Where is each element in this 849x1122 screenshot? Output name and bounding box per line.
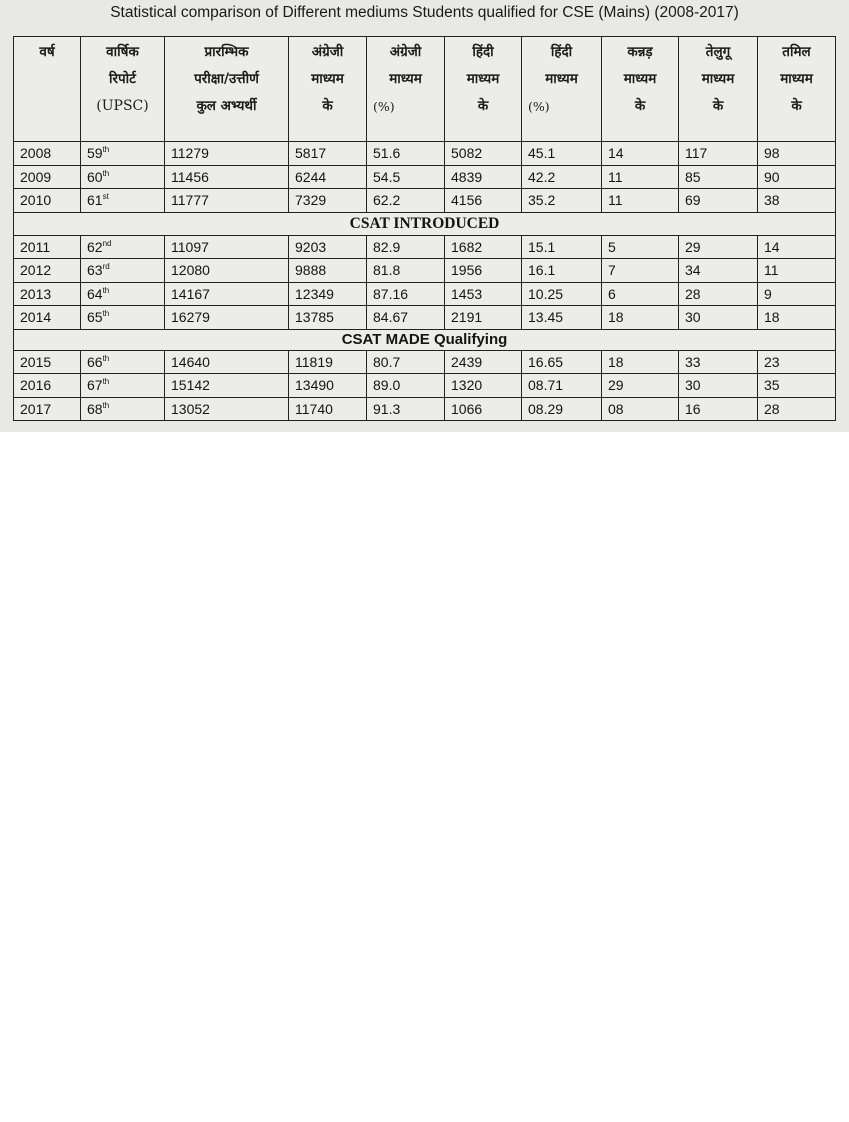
- cell-hin: 4839: [445, 165, 522, 189]
- cell-year: 2011: [14, 235, 81, 259]
- cell-eng-pct: 91.3: [367, 397, 445, 421]
- report-number: 62: [87, 238, 103, 255]
- column-header-line: अंग्रेजी: [311, 44, 344, 60]
- column-header-line: परीक्षा/उत्तीर्ण: [194, 71, 259, 87]
- cell-tamil: 28: [758, 397, 836, 421]
- table-row: [14, 397, 836, 421]
- table-row: [14, 306, 836, 330]
- column-header: [165, 37, 289, 142]
- ordinal-suffix: th: [102, 377, 110, 387]
- column-header-line: (%): [528, 99, 550, 114]
- column-header-line: माध्यम: [311, 71, 344, 87]
- ordinal-suffix: th: [102, 168, 110, 178]
- cell-tamil: 9: [758, 282, 836, 306]
- table-row: [14, 350, 836, 374]
- cell-hin: 4156: [445, 189, 522, 213]
- cell-hin-pct: 10.25: [522, 282, 602, 306]
- cell-kannada: 6: [602, 282, 679, 306]
- cell-report: [81, 282, 165, 306]
- cell-telugu: 16: [679, 397, 758, 421]
- cell-report: [81, 189, 165, 213]
- cell-hin-pct: 45.1: [522, 142, 602, 166]
- cell-year: 2014: [14, 306, 81, 330]
- column-header: [602, 37, 679, 142]
- cell-report: [81, 306, 165, 330]
- cell-eng-pct: 84.67: [367, 306, 445, 330]
- cell-eng: 7329: [289, 189, 367, 213]
- column-header-line: (UPSC): [96, 98, 149, 114]
- column-header-line: के: [712, 98, 724, 114]
- cell-eng-pct: 81.8: [367, 259, 445, 283]
- column-header-line: वार्षिक: [106, 44, 139, 60]
- column-header-line: हिंदी: [550, 44, 573, 60]
- cell-telugu: 28: [679, 282, 758, 306]
- column-header-line: रिपोर्ट: [109, 71, 136, 87]
- cell-prelims: 13052: [165, 397, 289, 421]
- cell-hin-pct: 08.29: [522, 397, 602, 421]
- cell-telugu: 33: [679, 350, 758, 374]
- column-header: [758, 37, 836, 142]
- cell-eng: 13785: [289, 306, 367, 330]
- ordinal-suffix: th: [102, 400, 110, 410]
- column-header-line: तेलुगू: [705, 44, 731, 60]
- cell-telugu: 30: [679, 306, 758, 330]
- cell-hin: 1066: [445, 397, 522, 421]
- ordinal-suffix: th: [102, 309, 110, 319]
- column-header: [522, 37, 602, 142]
- column-header-line: (%): [373, 99, 395, 114]
- cell-kannada: 18: [602, 306, 679, 330]
- cell-report: [81, 142, 165, 166]
- cell-hin-pct: 35.2: [522, 189, 602, 213]
- cell-hin-pct: 42.2: [522, 165, 602, 189]
- cell-telugu: 117: [679, 142, 758, 166]
- report-number: 66: [87, 353, 103, 370]
- cell-eng: 11740: [289, 397, 367, 421]
- cell-telugu: 69: [679, 189, 758, 213]
- report-number: 65: [87, 309, 103, 326]
- data-table: [13, 36, 836, 421]
- header-row: [14, 37, 836, 142]
- section-label: CSAT MADE Qualifying: [14, 329, 836, 350]
- cell-telugu: 85: [679, 165, 758, 189]
- cell-prelims: 14167: [165, 282, 289, 306]
- column-header-line: अंग्रेजी: [389, 44, 422, 60]
- cell-kannada: 14: [602, 142, 679, 166]
- cell-tamil: 14: [758, 235, 836, 259]
- cell-prelims: 12080: [165, 259, 289, 283]
- cell-telugu: 29: [679, 235, 758, 259]
- column-header-line: के: [322, 98, 333, 114]
- cell-prelims: 14640: [165, 350, 289, 374]
- cell-prelims: 16279: [165, 306, 289, 330]
- cell-report: [81, 235, 165, 259]
- table-row: [14, 165, 836, 189]
- cell-telugu: 30: [679, 374, 758, 398]
- cell-hin-pct: 08.71: [522, 374, 602, 398]
- cell-tamil: 23: [758, 350, 836, 374]
- cell-eng-pct: 51.6: [367, 142, 445, 166]
- column-header-line: माध्यम: [466, 71, 500, 87]
- cell-year: 2009: [14, 165, 81, 189]
- cell-hin: 2191: [445, 306, 522, 330]
- cell-kannada: 5: [602, 235, 679, 259]
- column-header: [14, 37, 81, 142]
- report-number: 67: [87, 377, 103, 394]
- cell-eng: 6244: [289, 165, 367, 189]
- column-header-line: के: [634, 98, 646, 114]
- column-header-line: माध्यम: [545, 71, 578, 87]
- cell-report: [81, 165, 165, 189]
- page-title: Statistical comparison of Different mediums Students qualified for CSE (Mains) (2008-2017): [110, 4, 739, 21]
- ordinal-suffix: th: [102, 353, 110, 363]
- ordinal-suffix: th: [102, 145, 110, 155]
- cell-year: 2016: [14, 374, 81, 398]
- column-header: [679, 37, 758, 142]
- report-number: 68: [87, 400, 103, 417]
- cell-eng: 5817: [289, 142, 367, 166]
- cell-hin-pct: 16.65: [522, 350, 602, 374]
- section-divider-row: [14, 212, 836, 235]
- cell-prelims: 11279: [165, 142, 289, 166]
- cell-eng-pct: 80.7: [367, 350, 445, 374]
- cell-eng: 9203: [289, 235, 367, 259]
- cell-report: [81, 374, 165, 398]
- table-row: [14, 374, 836, 398]
- cell-report: [81, 259, 165, 283]
- column-header: [81, 37, 165, 142]
- column-header-line: माध्यम: [623, 71, 657, 87]
- report-number: 64: [87, 285, 103, 302]
- table-row: [14, 235, 836, 259]
- cell-tamil: 98: [758, 142, 836, 166]
- column-header-line: माध्यम: [389, 71, 422, 87]
- cell-year: 2010: [14, 189, 81, 213]
- cell-tamil: 11: [758, 259, 836, 283]
- table-image: [0, 0, 849, 432]
- cell-kannada: 18: [602, 350, 679, 374]
- cell-hin: 1453: [445, 282, 522, 306]
- ordinal-suffix: nd: [102, 238, 112, 248]
- cell-prelims: 11097: [165, 235, 289, 259]
- column-header-line: तमिल: [782, 44, 811, 60]
- cell-kannada: 08: [602, 397, 679, 421]
- table-row: [14, 189, 836, 213]
- cell-report: [81, 350, 165, 374]
- cell-kannada: 29: [602, 374, 679, 398]
- cell-eng: 12349: [289, 282, 367, 306]
- cell-hin-pct: 13.45: [522, 306, 602, 330]
- cell-hin: 1682: [445, 235, 522, 259]
- cell-telugu: 34: [679, 259, 758, 283]
- cell-hin: 5082: [445, 142, 522, 166]
- column-header-line: वर्ष: [39, 44, 55, 60]
- cell-kannada: 11: [602, 165, 679, 189]
- cell-eng-pct: 54.5: [367, 165, 445, 189]
- cell-year: 2017: [14, 397, 81, 421]
- cell-hin: 2439: [445, 350, 522, 374]
- column-header-line: के: [791, 98, 802, 114]
- ordinal-suffix: th: [102, 285, 110, 295]
- cell-year: 2008: [14, 142, 81, 166]
- table-body: [14, 142, 836, 421]
- cell-report: [81, 397, 165, 421]
- column-header: [445, 37, 522, 142]
- section-label: CSAT INTRODUCED: [14, 212, 836, 235]
- cell-prelims: 15142: [165, 374, 289, 398]
- column-header: [289, 37, 367, 142]
- report-number: 60: [87, 168, 103, 185]
- cell-year: 2013: [14, 282, 81, 306]
- cell-eng-pct: 82.9: [367, 235, 445, 259]
- column-header-line: हिंदी: [472, 44, 494, 60]
- report-number: 59: [87, 145, 103, 162]
- ordinal-suffix: st: [102, 192, 109, 202]
- column-header-line: कन्नड़: [627, 44, 653, 60]
- report-number: 61: [87, 192, 103, 209]
- cell-eng: 13490: [289, 374, 367, 398]
- cell-prelims: 11777: [165, 189, 289, 213]
- cell-eng: 9888: [289, 259, 367, 283]
- cell-hin-pct: 15.1: [522, 235, 602, 259]
- table-row: [14, 259, 836, 283]
- table-row: [14, 142, 836, 166]
- cell-year: 2015: [14, 350, 81, 374]
- table-header: [14, 37, 836, 142]
- column-header-line: माध्यम: [780, 71, 813, 87]
- cell-year: 2012: [14, 259, 81, 283]
- cell-tamil: 35: [758, 374, 836, 398]
- cell-eng-pct: 87.16: [367, 282, 445, 306]
- cell-hin: 1320: [445, 374, 522, 398]
- cell-kannada: 7: [602, 259, 679, 283]
- section-divider-row: [14, 329, 836, 350]
- cell-kannada: 11: [602, 189, 679, 213]
- cell-hin-pct: 16.1: [522, 259, 602, 283]
- column-header-line: के: [477, 98, 489, 114]
- column-header-line: माध्यम: [701, 71, 735, 87]
- report-number: 63: [87, 262, 103, 279]
- cell-eng-pct: 62.2: [367, 189, 445, 213]
- cell-eng: 11819: [289, 350, 367, 374]
- column-header-line: प्रारम्भिक: [204, 44, 249, 60]
- cell-hin: 1956: [445, 259, 522, 283]
- cell-tamil: 38: [758, 189, 836, 213]
- cell-tamil: 90: [758, 165, 836, 189]
- ordinal-suffix: rd: [102, 262, 110, 272]
- cell-eng-pct: 89.0: [367, 374, 445, 398]
- cell-prelims: 11456: [165, 165, 289, 189]
- table-row: [14, 282, 836, 306]
- cell-tamil: 18: [758, 306, 836, 330]
- column-header-line: कुल अभ्यर्थी: [196, 98, 257, 114]
- column-header: [367, 37, 445, 142]
